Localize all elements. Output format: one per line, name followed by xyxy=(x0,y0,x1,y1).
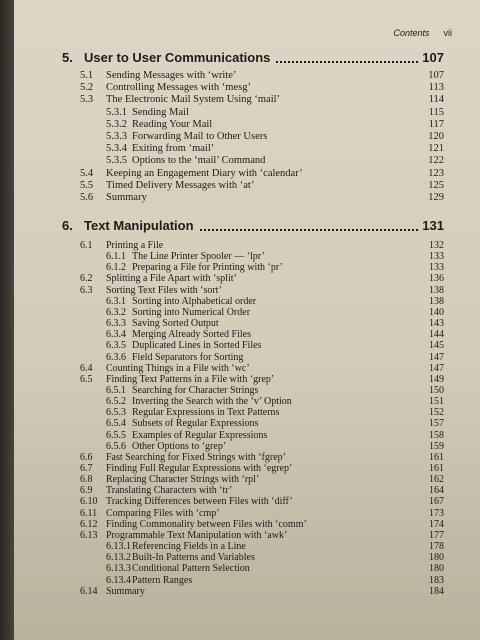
section-number: 5.3.2 xyxy=(106,118,127,130)
section-title: Built-In Patterns and Variables xyxy=(132,552,255,564)
section-number: 6.3.5 xyxy=(106,340,126,352)
section-title: Tracking Differences between Files with ‘diff’ xyxy=(106,496,293,508)
section-title: Examples of Regular Expressions xyxy=(132,429,268,441)
toc-section-row xyxy=(80,192,444,205)
toc-subsection-row xyxy=(80,107,444,120)
section-page-number: 121 xyxy=(428,143,444,155)
section-number: 6.3.3 xyxy=(106,318,126,330)
section-number: 6.3.6 xyxy=(106,351,126,363)
section-page-number: 120 xyxy=(428,131,444,142)
section-page-number: 164 xyxy=(429,485,444,497)
section-page-number: 122 xyxy=(428,155,444,167)
section-number: 6.1.2 xyxy=(106,262,126,274)
section-number: 5.3.1 xyxy=(106,106,127,118)
section-title: Inverting the Search with the ‘v’ Option xyxy=(132,396,292,408)
section-title: The Line Printer Spooler — ‘lpr’ xyxy=(132,251,265,263)
section-page-number: 150 xyxy=(429,385,444,396)
section-number: 6.7 xyxy=(80,463,93,474)
section-page-number: 125 xyxy=(428,179,444,191)
section-title: Finding Commonality between Files with ‘comm’ xyxy=(106,518,307,530)
section-title: Regular Expressions in Text Patterns xyxy=(132,407,280,419)
section-page-number: 167 xyxy=(429,496,444,508)
section-title: Summary xyxy=(106,585,145,597)
section-page-number: 138 xyxy=(429,295,444,307)
section-title: The Electronic Mail System Using ‘mail’ xyxy=(106,94,281,106)
book-spine-edge xyxy=(0,0,14,640)
section-number: 6.3 xyxy=(80,284,93,296)
section-page-number: 147 xyxy=(429,362,444,374)
section-page-number: 147 xyxy=(429,351,444,363)
toc-subsection-row xyxy=(80,329,444,341)
section-number: 6.5.4 xyxy=(106,418,126,430)
section-title: Merging Already Sorted Files xyxy=(132,329,251,341)
section-title: Finding Text Patterns in a File with ‘grep’ xyxy=(106,373,275,385)
section-title: Duplicated Lines in Sorted Files xyxy=(132,340,262,352)
section-title: Sending Mail xyxy=(132,106,189,118)
toc-section-row xyxy=(80,94,444,107)
section-page-number: 114 xyxy=(428,94,444,106)
section-page-number: 140 xyxy=(429,306,444,318)
section-title: Preparing a File for Printing with ‘pr’ xyxy=(132,262,283,274)
toc-section-row xyxy=(80,374,444,386)
section-page-number: 180 xyxy=(429,552,444,564)
section-page-number: 149 xyxy=(429,373,444,385)
section-title: Field Separators for Sorting xyxy=(132,351,244,363)
section-title: Comparing Files with ‘cmp’ xyxy=(106,507,220,519)
section-page-number: 136 xyxy=(429,273,444,285)
chapter-number: 5. xyxy=(62,49,73,65)
section-number: 6.5.6 xyxy=(106,440,126,452)
section-page-number: 132 xyxy=(429,240,444,251)
section-page-number: 144 xyxy=(429,329,444,341)
section-title: Sorting into Numerical Order xyxy=(132,306,251,318)
section-title: Controlling Messages with ‘mesg’ xyxy=(106,82,251,94)
section-title: Programmable Text Manipulation with ‘awk’ xyxy=(106,529,288,541)
section-number: 6.5.2 xyxy=(106,396,126,408)
toc-section-row xyxy=(80,586,444,598)
section-number: 6.13.1 xyxy=(106,541,131,552)
chapter-title: User to User Communications xyxy=(84,49,271,65)
section-number: 6.5.1 xyxy=(106,385,126,396)
section-page-number: 138 xyxy=(429,284,444,296)
toc-section-row xyxy=(80,363,444,375)
section-page-number: 151 xyxy=(429,396,444,408)
section-number: 5.2 xyxy=(80,82,94,94)
section-number: 6.3.1 xyxy=(106,295,126,307)
section-number: 6.5.3 xyxy=(106,407,126,419)
section-title: Translating Characters with ‘tr’ xyxy=(106,485,233,497)
chapter-title: Text Manipulation xyxy=(84,217,194,233)
toc-section-row xyxy=(80,474,444,486)
section-page-number: 173 xyxy=(429,507,444,519)
dot-leader xyxy=(276,61,418,63)
section-number: 6.13.3 xyxy=(106,563,131,575)
section-title: Printing a File xyxy=(106,240,164,251)
section-number: 6.9 xyxy=(80,485,93,497)
section-page-number: 123 xyxy=(428,167,444,179)
toc-section-row xyxy=(80,180,444,193)
section-number: 6.10 xyxy=(80,496,98,508)
section-page-number: 129 xyxy=(428,192,444,203)
section-page-number: 117 xyxy=(428,118,444,130)
chapter-heading xyxy=(62,216,444,234)
section-number: 5.3.3 xyxy=(106,131,127,142)
section-number: 5.4 xyxy=(80,167,94,179)
chapter-heading xyxy=(62,48,444,66)
section-number: 5.5 xyxy=(80,179,94,191)
section-title: Sending Messages with ‘write’ xyxy=(106,70,237,81)
section-page-number: 161 xyxy=(429,463,444,474)
toc-subsection-row xyxy=(80,575,444,587)
section-number: 6.13.2 xyxy=(106,552,131,564)
section-page-number: 162 xyxy=(429,474,444,486)
toc-subsection-row xyxy=(80,155,444,168)
chapter-page-number: 131 xyxy=(422,217,444,233)
section-number: 6.5 xyxy=(80,373,93,385)
toc-section-row xyxy=(80,240,444,252)
section-page-number: 133 xyxy=(429,262,444,274)
toc-subsection-row xyxy=(80,143,444,156)
section-number: 5.3.5 xyxy=(106,155,127,167)
section-page-number: 107 xyxy=(428,70,444,81)
section-title: Summary xyxy=(106,192,147,203)
contents-page xyxy=(14,0,480,640)
chapter-page-number: 107 xyxy=(422,49,444,65)
section-title: Saving Sorted Output xyxy=(132,318,219,330)
section-page-number: 178 xyxy=(429,541,444,552)
toc-section-row xyxy=(80,285,444,297)
section-number: 6.12 xyxy=(80,518,98,530)
section-number: 5.3.4 xyxy=(106,143,127,155)
section-page-number: 133 xyxy=(429,251,444,263)
toc-subsection-row xyxy=(80,418,444,430)
section-page-number: 113 xyxy=(428,82,444,94)
toc-subsection-row xyxy=(80,131,444,144)
section-number: 5.3 xyxy=(80,94,94,106)
section-number: 6.6 xyxy=(80,451,93,463)
section-title: Splitting a File Apart with ‘split’ xyxy=(106,273,237,285)
toc-section-row xyxy=(80,273,444,285)
section-page-number: 183 xyxy=(429,574,444,586)
section-page-number: 145 xyxy=(429,340,444,352)
section-number: 6.8 xyxy=(80,474,93,486)
section-page-number: 180 xyxy=(429,563,444,575)
section-title: Pattern Ranges xyxy=(132,574,193,586)
section-title: Forwarding Mail to Other Users xyxy=(132,131,268,142)
section-page-number: 177 xyxy=(429,529,444,541)
section-number: 6.2 xyxy=(80,273,93,285)
section-page-number: 115 xyxy=(428,106,444,118)
section-page-number: 158 xyxy=(429,429,444,441)
chapter-number: 6. xyxy=(62,217,73,233)
toc-section-row xyxy=(80,82,444,95)
section-page-number: 161 xyxy=(429,451,444,463)
section-number: 6.5.5 xyxy=(106,429,126,441)
header-page-number: vii xyxy=(443,28,452,38)
section-page-number: 159 xyxy=(429,440,444,452)
section-number: 6.14 xyxy=(80,585,98,597)
section-title: Other Options to ‘grep’ xyxy=(132,440,227,452)
section-title: Options to the ‘mail’ Command xyxy=(132,155,266,167)
section-title: Fast Searching for Fixed Strings with ‘fgrep’ xyxy=(106,451,286,463)
section-title: Referencing Fields in a Line xyxy=(132,541,246,552)
toc-section-row xyxy=(80,496,444,508)
toc-section-row xyxy=(80,508,444,520)
section-number: 6.13.4 xyxy=(106,574,131,586)
section-title: Sorting into Alphabetical order xyxy=(132,295,257,307)
section-page-number: 143 xyxy=(429,318,444,330)
section-title: Finding Full Regular Expressions with ‘egrep’ xyxy=(106,463,293,474)
section-title: Replacing Character Strings with ‘rpl’ xyxy=(106,474,260,486)
section-title: Exiting from ‘mail’ xyxy=(132,143,215,155)
section-number: 6.4 xyxy=(80,362,93,374)
running-header xyxy=(14,28,452,42)
section-number: 5.6 xyxy=(80,192,94,203)
section-title: Reading Your Mail xyxy=(132,118,213,130)
section-title: Searching for Character Strings xyxy=(132,385,259,396)
header-label: Contents xyxy=(393,28,430,38)
section-page-number: 157 xyxy=(429,418,444,430)
section-title: Timed Delivery Messages with ‘at’ xyxy=(106,179,255,191)
section-number: 6.3.4 xyxy=(106,329,126,341)
section-number: 6.1.1 xyxy=(106,251,126,263)
section-page-number: 184 xyxy=(429,585,444,597)
toc-subsection-row xyxy=(80,541,444,553)
section-number: 6.11 xyxy=(80,507,98,519)
section-number: 6.3.2 xyxy=(106,306,126,318)
section-number: 6.1 xyxy=(80,240,93,251)
toc-subsection-row xyxy=(80,396,444,408)
toc-subsection-row xyxy=(80,307,444,319)
section-title: Conditional Pattern Selection xyxy=(132,563,250,575)
toc-subsection-row xyxy=(80,441,444,453)
section-number: 5.1 xyxy=(80,70,94,81)
section-number: 6.13 xyxy=(80,529,98,541)
dot-leader xyxy=(200,229,419,231)
section-title: Keeping an Engagement Diary with ‘calendar’ xyxy=(106,167,303,179)
toc-subsection-row xyxy=(80,119,444,132)
section-title: Subsets of Regular Expressions xyxy=(132,418,259,430)
toc-section-row xyxy=(80,70,444,83)
section-title: Counting Things in a File with ‘wc’ xyxy=(106,362,250,374)
toc-subsection-row xyxy=(80,552,444,564)
toc-section-row xyxy=(80,168,444,181)
section-page-number: 152 xyxy=(429,407,444,419)
section-title: Sorting Text Files with ‘sort’ xyxy=(106,284,222,296)
section-page-number: 174 xyxy=(429,518,444,530)
